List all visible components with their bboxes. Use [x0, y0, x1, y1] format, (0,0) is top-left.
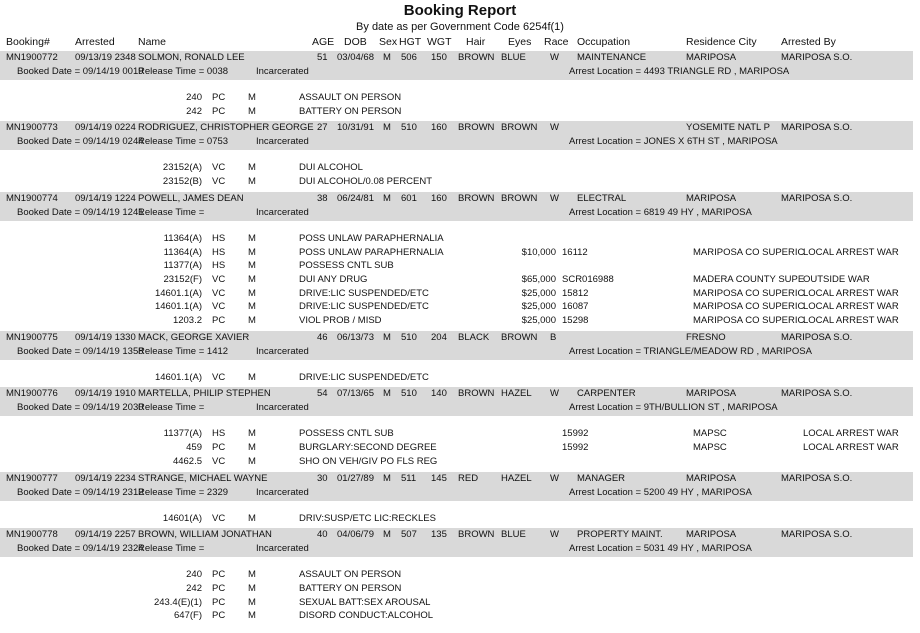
hair: BROWN — [458, 529, 495, 541]
booking-number: MN1900775 — [6, 331, 58, 343]
report-subtitle: By date as per Government Code 6254f(1) — [356, 21, 564, 33]
race: W — [550, 472, 559, 484]
charge-code: 11364(A) — [163, 246, 202, 258]
dob: 03/04/68 — [337, 52, 374, 63]
booking-summary-row — [0, 193, 920, 207]
charge-bail: $10,000 — [521, 246, 556, 258]
booking-summary-row — [0, 388, 920, 402]
hair: BROWN — [458, 52, 495, 63]
residence-city: FRESNO — [686, 331, 726, 343]
arrested-by: MARIPOSA S.O. — [781, 331, 853, 343]
charge-code: 1203.2 — [172, 315, 202, 326]
charge-warrant: LOCAL ARREST WAR — [803, 428, 899, 440]
arrested-by: MARIPOSA S.O. — [781, 472, 853, 484]
height: 506 — [401, 52, 417, 63]
residence-city: MARIPOSA — [686, 52, 737, 63]
arrest-location: Arrest Location = JONES X 6TH ST , MARIPOSA — [569, 136, 778, 148]
col-dob: DOB — [344, 36, 367, 48]
charge-type: PC — [212, 596, 226, 608]
booking-record — [0, 331, 913, 360]
charge-desc: DRIVE:LIC SUSPENDED/ETC — [299, 371, 429, 383]
charge-type: VC — [212, 301, 226, 313]
residence-city: YOSEMITE NATL P — [686, 122, 770, 134]
charge-warrant: LOCAL ARREST WAR — [803, 315, 899, 326]
charge-case: 15298 — [562, 315, 589, 326]
person-name: BROWN, WILLIAM JONATHAN — [138, 529, 272, 541]
col-residence-city: Residence City — [686, 36, 757, 48]
eyes: BROWN — [501, 192, 538, 204]
booking-record — [0, 121, 913, 150]
hair: RED — [458, 472, 479, 484]
charge-desc: BATTERY ON PERSON — [299, 582, 402, 594]
race: W — [550, 388, 559, 400]
charge-level: M — [248, 512, 256, 524]
charge-level: M — [248, 428, 256, 440]
charge-desc: DRIVE:LIC SUSPENDED/ETC — [299, 301, 429, 313]
height: 510 — [401, 331, 417, 343]
charge-code: 14601(A) — [162, 512, 202, 524]
arrested-by: MARIPOSA S.O. — [781, 388, 853, 400]
custody-status: Incarcerated — [256, 402, 309, 414]
weight: 135 — [431, 529, 447, 541]
col-sex: Sex — [379, 36, 398, 48]
charge-level: M — [248, 596, 256, 608]
age: 54 — [317, 388, 328, 400]
hair: BROWN — [458, 388, 495, 400]
charge-type: VC — [212, 176, 226, 188]
charge-code: 14601.1(A) — [154, 287, 202, 299]
booking-number: MN1900777 — [6, 472, 58, 484]
charge-case: 15992 — [562, 442, 589, 454]
col-hair: Hair — [466, 36, 486, 48]
weight: 145 — [431, 472, 447, 484]
release-time: Release Time = — [138, 206, 205, 218]
booked-date: Booked Date = 09/14/19 2324 — [17, 543, 144, 555]
residence-city: MARIPOSA — [686, 529, 737, 541]
booking-summary-row — [0, 529, 920, 543]
sex: M — [383, 192, 391, 204]
occupation: PROPERTY MAINT. — [577, 529, 663, 541]
eyes: BLUE — [501, 52, 526, 63]
height: 510 — [401, 388, 417, 400]
col-booking: Booking# — [6, 36, 50, 48]
charge-court: MARIPOSA CO SUPERIC — [693, 315, 805, 326]
charge-code: 14601.1(A) — [154, 301, 202, 313]
charge-desc: SEXUAL BATT:SEX AROUSAL — [299, 596, 431, 608]
charge-bail: $25,000 — [521, 315, 556, 326]
charge-warrant: LOCAL ARREST WAR — [803, 246, 899, 258]
person-name: SOLMON, RONALD LEE — [138, 52, 245, 63]
booking-detail-row — [0, 487, 920, 501]
arrest-location: Arrest Location = 9TH/BULLION ST , MARIPOSA — [569, 402, 778, 414]
charge-case: SCR016988 — [562, 273, 614, 285]
booking-detail-row — [0, 136, 920, 150]
release-time: Release Time = 0753 — [138, 136, 229, 148]
dob: 01/27/89 — [337, 472, 374, 484]
charge-code: 242 — [186, 582, 202, 594]
eyes: BROWN — [501, 331, 538, 343]
occupation: ELECTRAL — [577, 192, 627, 204]
race: W — [550, 192, 559, 204]
charge-case: 16087 — [562, 301, 589, 313]
charge-code: 240 — [186, 92, 202, 103]
person-name: POWELL, JAMES DEAN — [138, 192, 244, 204]
charge-desc: DRIVE:LIC SUSPENDED/ETC — [299, 287, 429, 299]
charge-level: M — [248, 582, 256, 594]
sex: M — [383, 122, 391, 134]
charge-type: VC — [212, 371, 226, 383]
person-name: RODRIGUEZ, CHRISTOPHER GEORGE — [138, 122, 314, 134]
charge-code: 11364(A) — [163, 232, 202, 244]
sex: M — [383, 52, 391, 63]
charge-code: 23152(B) — [162, 176, 202, 188]
dob: 07/13/65 — [337, 388, 374, 400]
charge-type: VC — [212, 287, 226, 299]
charge-level: M — [248, 442, 256, 454]
charge-row — [0, 513, 920, 527]
arrested-by: MARIPOSA S.O. — [781, 529, 853, 541]
col-wgt: WGT — [427, 36, 452, 48]
arrested-datetime: 09/14/19 2257 — [75, 529, 136, 541]
booking-summary-row — [0, 52, 920, 66]
sex: M — [383, 529, 391, 541]
arrested-datetime: 09/14/19 0224 — [75, 122, 136, 134]
booking-summary-row — [0, 332, 920, 346]
booking-number: MN1900774 — [6, 192, 58, 204]
charge-level: M — [248, 287, 256, 299]
charge-warrant: LOCAL ARREST WAR — [803, 442, 899, 454]
weight: 140 — [431, 388, 447, 400]
charge-code: 4462.5 — [172, 455, 202, 467]
weight: 160 — [431, 192, 447, 204]
charge-level: M — [248, 315, 256, 326]
charge-level: M — [248, 176, 256, 188]
sex: M — [383, 472, 391, 484]
race: B — [550, 331, 557, 343]
col-arrested: Arrested — [75, 36, 115, 48]
race: W — [550, 122, 559, 134]
charge-code: 459 — [186, 442, 202, 454]
charge-type: PC — [212, 105, 226, 117]
custody-status: Incarcerated — [256, 543, 309, 555]
charge-row — [0, 176, 920, 190]
charge-row — [0, 428, 920, 442]
charge-type: VC — [212, 273, 226, 285]
charge-level: M — [248, 273, 256, 285]
charge-court: MAPSC — [693, 428, 727, 440]
booking-record — [0, 387, 913, 416]
charge-type: PC — [212, 610, 226, 622]
charge-warrant: LOCAL ARREST WAR — [803, 287, 899, 299]
col-occupation: Occupation — [577, 36, 631, 48]
booking-record — [0, 472, 913, 501]
charge-level: M — [248, 260, 256, 272]
charge-row — [0, 456, 920, 470]
charge-court: MAPSC — [693, 442, 727, 454]
charge-code: 23152(F) — [163, 273, 202, 285]
race: W — [550, 52, 559, 63]
charge-desc: POSSESS CNTL SUB — [299, 260, 394, 272]
col-race: Race — [544, 36, 569, 48]
charge-warrant: LOCAL ARREST WAR — [803, 301, 899, 313]
report-title: Booking Report — [403, 2, 517, 19]
booking-number: MN1900772 — [6, 52, 58, 63]
race: W — [550, 529, 559, 541]
custody-status: Incarcerated — [256, 345, 309, 357]
charge-level: M — [248, 246, 256, 258]
charge-court: MARIPOSA CO SUPERIC — [693, 301, 805, 313]
charge-desc: POSS UNLAW PARAPHERNALIA — [299, 232, 444, 244]
dob: 04/06/79 — [337, 529, 374, 541]
booking-record — [0, 51, 913, 80]
charge-code: 242 — [186, 105, 202, 117]
eyes: BLUE — [501, 529, 526, 541]
charge-row — [0, 301, 920, 315]
charge-row — [0, 610, 920, 624]
charge-row — [0, 247, 920, 261]
height: 510 — [401, 122, 417, 134]
arrested-datetime: 09/14/19 1224 — [75, 192, 136, 204]
charge-level: M — [248, 610, 256, 622]
residence-city: MARIPOSA — [686, 192, 737, 204]
charge-desc: ASSAULT ON PERSON — [299, 569, 402, 581]
release-time: Release Time = 1412 — [138, 345, 229, 357]
custody-status: Incarcerated — [256, 206, 309, 218]
release-time: Release Time = 0038 — [138, 66, 229, 77]
arrest-location: Arrest Location = 5200 49 HY , MARIPOSA — [569, 486, 752, 498]
col-name: Name — [138, 36, 167, 48]
eyes: HAZEL — [501, 388, 532, 400]
booked-date: Booked Date = 09/14/19 0244 — [17, 136, 144, 148]
hair: BLACK — [458, 331, 490, 343]
release-time: Release Time = — [138, 543, 205, 555]
eyes: BROWN — [501, 122, 538, 134]
charge-level: M — [248, 569, 256, 581]
charge-code: 243.4(E)(1) — [153, 596, 202, 608]
charge-desc: DUI ALCOHOL — [299, 162, 363, 174]
charge-row — [0, 569, 920, 583]
charge-bail: $65,000 — [521, 273, 556, 285]
booked-date: Booked Date = 09/14/19 2030 — [17, 402, 144, 414]
charge-level: M — [248, 162, 256, 174]
charge-desc: BATTERY ON PERSON — [299, 105, 402, 117]
charge-row — [0, 274, 920, 288]
charge-desc: VIOL PROB / MISD — [299, 315, 382, 326]
eyes: HAZEL — [501, 472, 532, 484]
residence-city: MARIPOSA — [686, 472, 737, 484]
charge-desc: DISORD CONDUCT:ALCOHOL — [299, 610, 434, 622]
arrested-by: MARIPOSA S.O. — [781, 122, 853, 134]
occupation: MAINTENANCE — [577, 52, 647, 63]
charge-level: M — [248, 232, 256, 244]
charge-code: 240 — [186, 569, 202, 581]
charge-type: HS — [212, 428, 226, 440]
charge-court: MADERA COUNTY SUPE — [693, 273, 805, 285]
arrested-by: MARIPOSA S.O. — [781, 192, 853, 204]
occupation: MANAGER — [577, 472, 626, 484]
charge-desc: DUI ANY DRUG — [299, 273, 368, 285]
booked-date: Booked Date = 09/14/19 2312 — [17, 486, 144, 498]
release-time: Release Time = 2329 — [138, 486, 229, 498]
charge-row — [0, 106, 920, 120]
arrested-by: MARIPOSA S.O. — [781, 52, 853, 63]
booking-detail-row — [0, 543, 920, 557]
age: 38 — [317, 192, 328, 204]
booked-date: Booked Date = 09/14/19 0019 — [17, 66, 144, 77]
arrested-datetime: 09/14/19 1330 — [75, 331, 136, 343]
charge-type: PC — [212, 569, 226, 581]
dob: 06/13/73 — [337, 331, 374, 343]
charge-desc: DRIV:SUSP/ETC LIC:RECKLES — [299, 512, 436, 524]
weight: 160 — [431, 122, 447, 134]
column-header-row — [0, 36, 920, 50]
charge-desc: BURGLARY:SECOND DEGREE — [299, 442, 437, 454]
booking-record — [0, 192, 913, 221]
charge-type: HS — [212, 232, 226, 244]
booking-detail-row — [0, 346, 920, 360]
charge-level: M — [248, 301, 256, 313]
arrested-datetime: 09/14/19 1910 — [75, 388, 136, 400]
charge-row — [0, 162, 920, 176]
person-name: MACK, GEORGE XAVIER — [138, 331, 250, 343]
charge-type: HS — [212, 260, 226, 272]
dob: 06/24/81 — [337, 192, 374, 204]
booking-number: MN1900773 — [6, 122, 58, 134]
arrested-datetime: 09/14/19 2234 — [75, 472, 136, 484]
charge-desc: SHO ON VEH/GIV PO FLS REG — [299, 455, 438, 467]
charge-row — [0, 92, 920, 106]
booking-detail-row — [0, 66, 920, 80]
charge-code: 11377(A) — [163, 428, 202, 440]
col-eyes: Eyes — [508, 36, 532, 48]
charge-court: MARIPOSA CO SUPERIC — [693, 287, 805, 299]
charge-code: 23152(A) — [162, 162, 202, 174]
arrest-location: Arrest Location = 6819 49 HY , MARIPOSA — [569, 206, 752, 218]
col-hgt: HGT — [399, 36, 422, 48]
age: 40 — [317, 529, 328, 541]
height: 507 — [401, 529, 417, 541]
charge-type: PC — [212, 442, 226, 454]
weight: 150 — [431, 52, 447, 63]
release-time: Release Time = — [138, 402, 205, 414]
charge-code: 14601.1(A) — [154, 371, 202, 383]
booking-number: MN1900776 — [6, 388, 58, 400]
charge-row — [0, 315, 920, 329]
charge-desc: POSS UNLAW PARAPHERNALIA — [299, 246, 444, 258]
charge-row — [0, 288, 920, 302]
charge-code: 647(F) — [174, 610, 202, 622]
arrested-datetime: 09/13/19 2348 — [75, 52, 136, 63]
sex: M — [383, 331, 391, 343]
arrest-location: Arrest Location = TRIANGLE/MEADOW RD , MARIPOSA — [569, 345, 812, 357]
charge-desc: DUI ALCOHOL/0.08 PERCENT — [299, 176, 433, 188]
arrest-location: Arrest Location = 4493 TRIANGLE RD , MARIPOSA — [569, 66, 790, 77]
charge-bail: $25,000 — [521, 287, 556, 299]
charge-desc: POSSESS CNTL SUB — [299, 428, 394, 440]
charge-type: PC — [212, 92, 226, 103]
booking-summary-row — [0, 473, 920, 487]
charge-warrant: OUTSIDE WAR — [803, 273, 870, 285]
charge-level: M — [248, 455, 256, 467]
hair: BROWN — [458, 192, 495, 204]
age: 46 — [317, 331, 328, 343]
occupation: CARPENTER — [577, 388, 636, 400]
custody-status: Incarcerated — [256, 136, 309, 148]
person-name: STRANGE, MICHAEL WAYNE — [138, 472, 268, 484]
booking-record — [0, 528, 913, 557]
height: 511 — [401, 472, 417, 484]
arrest-location: Arrest Location = 5031 49 HY , MARIPOSA — [569, 543, 752, 555]
charge-row — [0, 233, 920, 247]
charge-level: M — [248, 105, 256, 117]
age: 30 — [317, 472, 328, 484]
charge-type: VC — [212, 162, 226, 174]
residence-city: MARIPOSA — [686, 388, 737, 400]
custody-status: Incarcerated — [256, 486, 309, 498]
booked-date: Booked Date = 09/14/19 1358 — [17, 345, 144, 357]
charge-row — [0, 372, 920, 386]
charge-type: VC — [212, 455, 226, 467]
booking-number: MN1900778 — [6, 529, 58, 541]
col-age: AGE — [312, 36, 335, 48]
charge-type: PC — [212, 582, 226, 594]
charge-level: M — [248, 92, 256, 103]
charge-level: M — [248, 371, 256, 383]
charge-row — [0, 442, 920, 456]
charge-desc: ASSAULT ON PERSON — [299, 92, 402, 103]
booking-detail-row — [0, 402, 920, 416]
booked-date: Booked Date = 09/14/19 1241 — [17, 206, 144, 218]
col-arrested-by: Arrested By — [781, 36, 836, 48]
charge-row — [0, 260, 920, 274]
charge-case: 15992 — [562, 428, 589, 440]
charge-row — [0, 583, 920, 597]
sex: M — [383, 388, 391, 400]
hair: BROWN — [458, 122, 495, 134]
person-name: MARTELLA, PHILIP STEPHEN — [138, 388, 271, 400]
charge-type: PC — [212, 315, 226, 326]
charge-bail: $25,000 — [521, 301, 556, 313]
age: 51 — [317, 52, 328, 63]
custody-status: Incarcerated — [256, 66, 309, 77]
weight: 204 — [431, 331, 447, 343]
charge-type: HS — [212, 246, 226, 258]
charge-row — [0, 597, 920, 611]
charge-code: 11377(A) — [163, 260, 202, 272]
charge-case: 15812 — [562, 287, 589, 299]
booking-summary-row — [0, 122, 920, 136]
age: 27 — [317, 122, 328, 134]
height: 601 — [401, 192, 417, 204]
booking-detail-row — [0, 207, 920, 221]
charge-type: VC — [212, 512, 226, 524]
charge-court: MARIPOSA CO SUPERIC — [693, 246, 805, 258]
dob: 10/31/91 — [337, 122, 374, 134]
charge-case: 16112 — [562, 246, 588, 258]
